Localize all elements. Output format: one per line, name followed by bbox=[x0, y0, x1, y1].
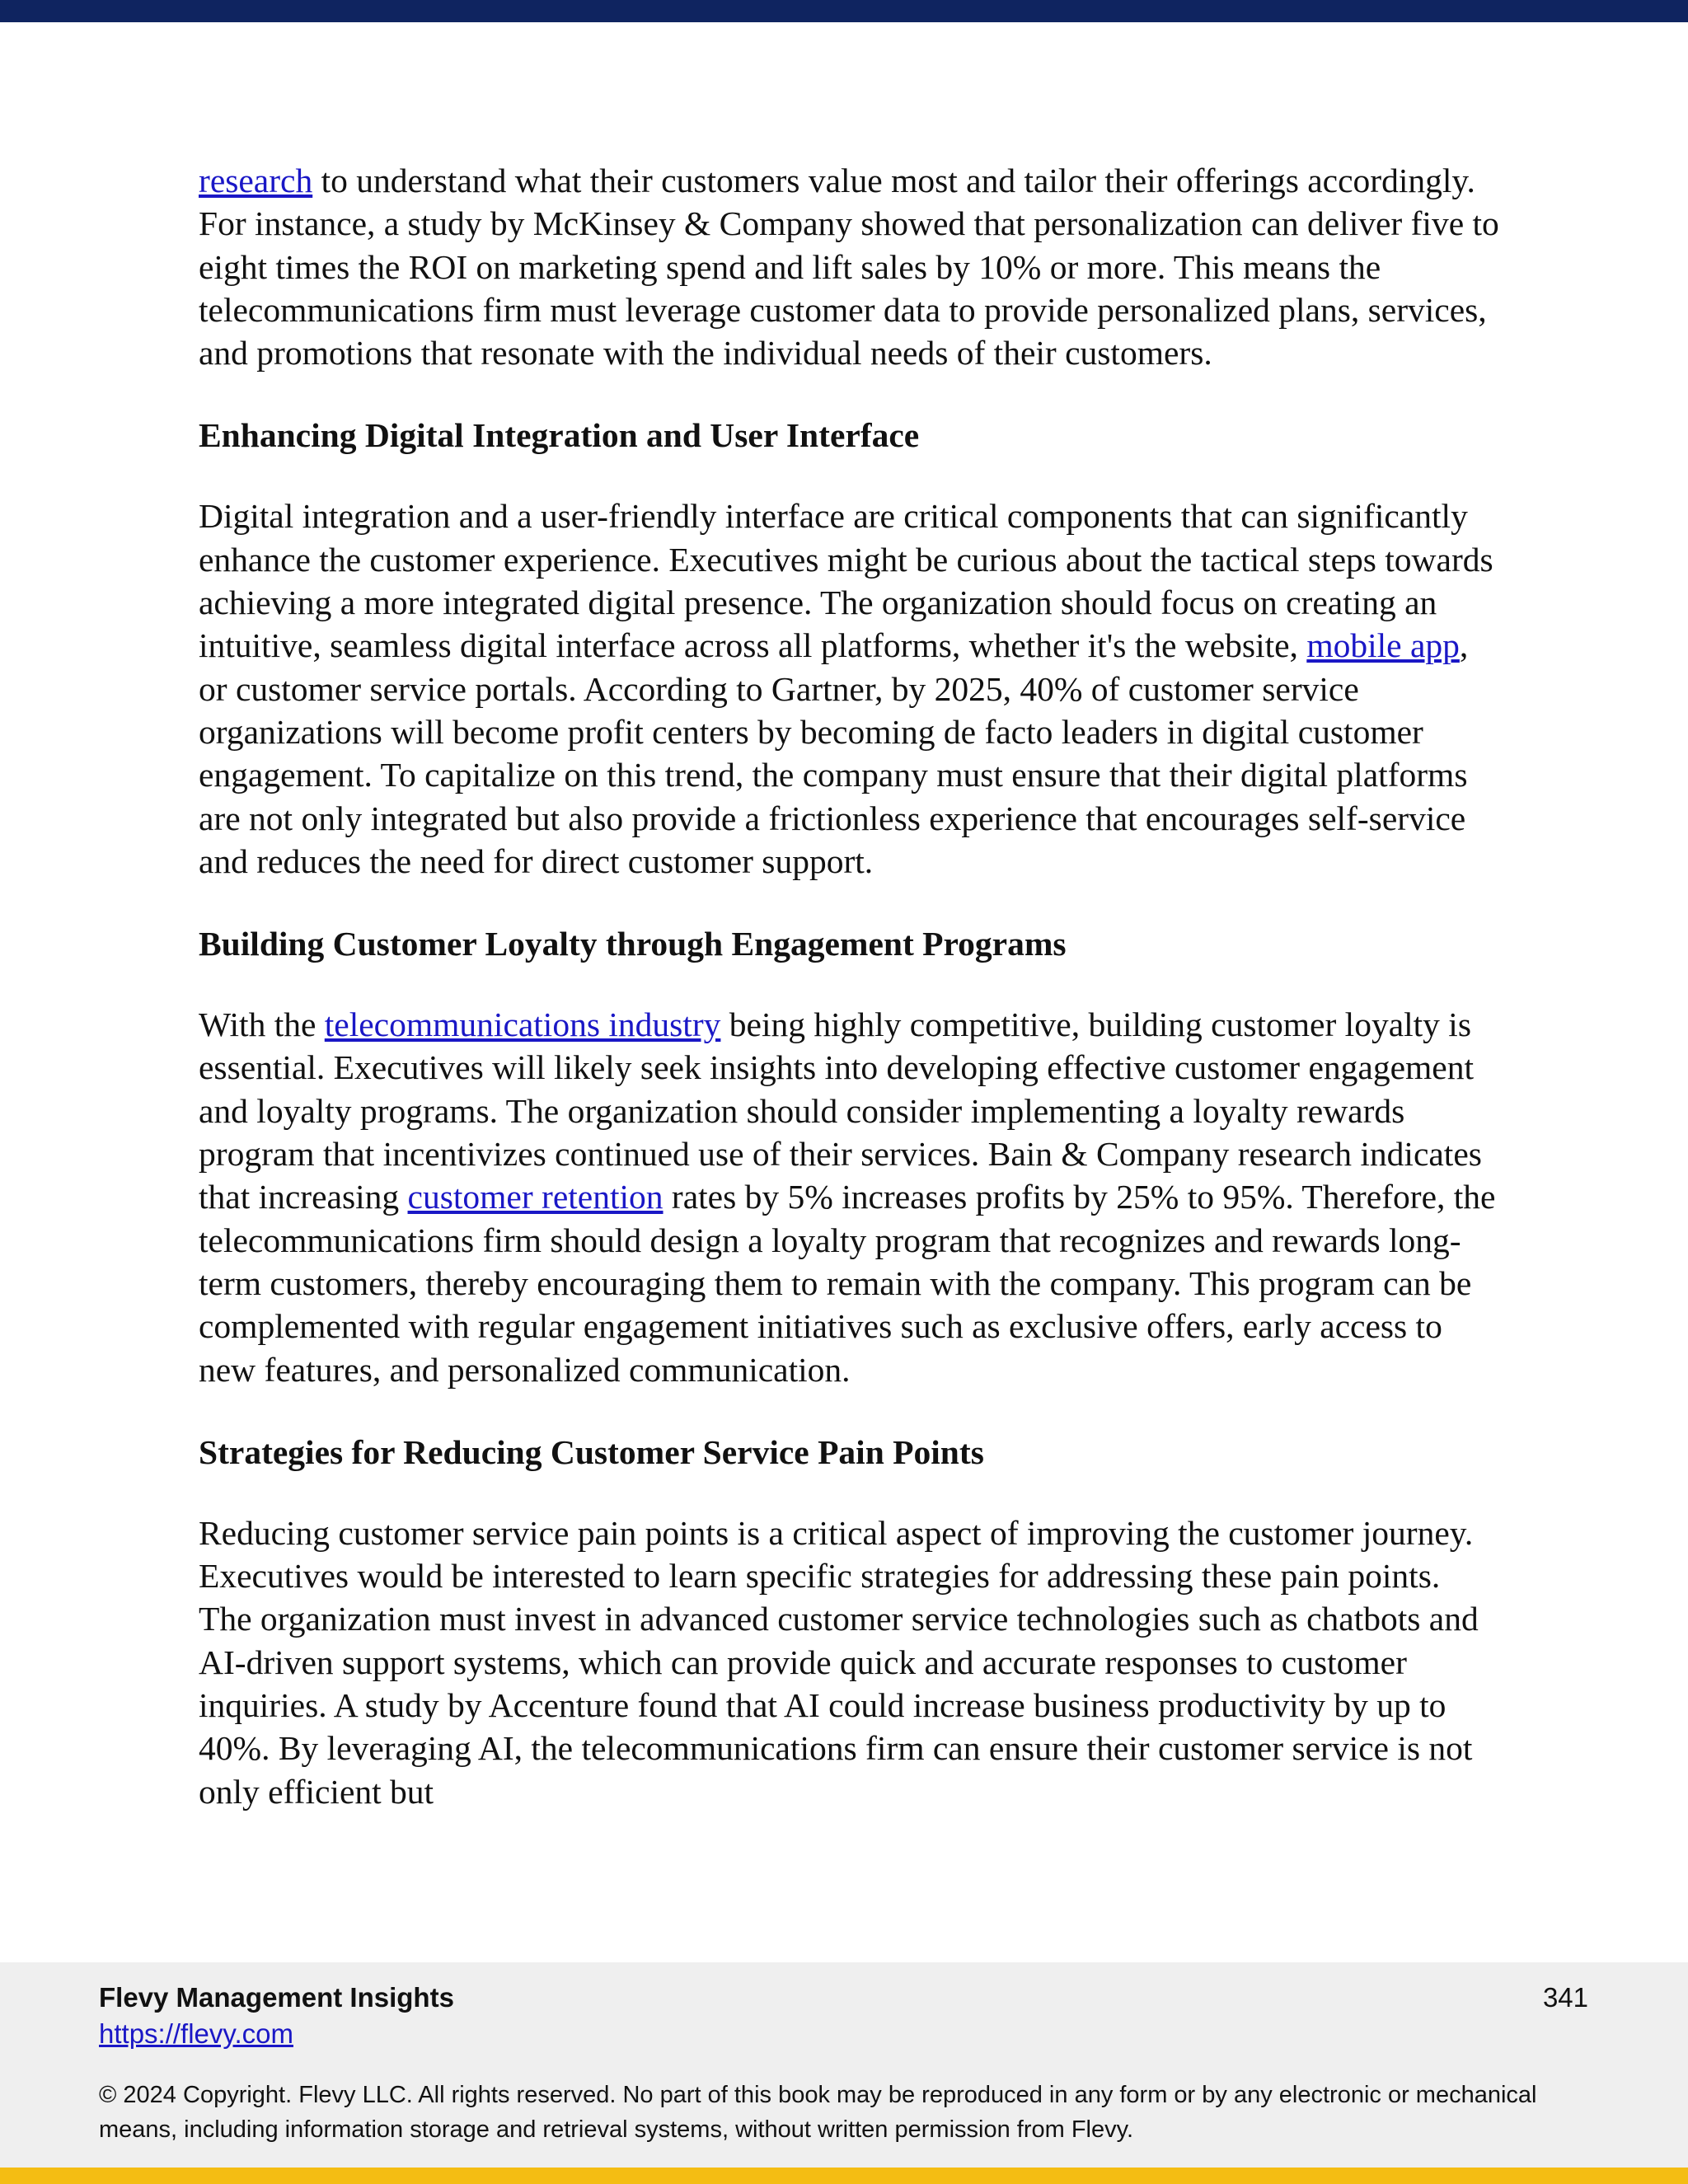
paragraph-text: , or customer service portals. According to Gartner, by 2025, 40% of customer service organizations will become profit centers by becoming de facto leaders in digital customer engagement. To capitalize on this trend, the company must ensure that their digital platforms are not only integrated but also provide a frictionless experience that encourages self-service and reduces the need for direct customer support. bbox=[199, 626, 1469, 880]
bottom-accent-bar bbox=[0, 2168, 1688, 2184]
paragraph-text: being highly competitive, building customer loyalty is essential. Executives will likely seek insights into developing effective customer engagement and loyalty programs. The organization should consider implementing a loyalty rewards program that incentivizes continued use of their services. Bain & Company research indicates that increasing bbox=[199, 1005, 1482, 1216]
footer-brand: Flevy Management Insights bbox=[99, 1982, 454, 2013]
paragraph-text: to understand what their customers value most and tailor their offerings accordingly. For instance, a study by McKinsey & Company showed that personalization can deliver five to eight times the ROI on marketing spend and lift sales by 10% or more. This means the telecommunications firm must leverage customer data to provide personalized plans, services, and promotions that resonate with the individual needs of their customers. bbox=[199, 162, 1499, 373]
page-number: 341 bbox=[1542, 1982, 1588, 2013]
heading-digital-integration: Enhancing Digital Integration and User Interface bbox=[199, 416, 920, 455]
paragraph-personalization bbox=[199, 159, 1501, 374]
paragraph-text: Digital integration and a user-friendly interface are critical components that can significantly enhance the customer experience. Executives might be curious about the tactical steps towards achieving a more integrated digital presence. The organization should focus on creating an intuitive, seamless digital interface across all platforms, whether it's the website, bbox=[199, 497, 1493, 665]
heading-pain-points: Strategies for Reducing Customer Service Pain Points bbox=[199, 1432, 984, 1471]
heading-customer-loyalty: Building Customer Loyalty through Engagement Programs bbox=[199, 925, 1067, 963]
link-research[interactable]: research bbox=[199, 162, 313, 199]
link-mobile-app[interactable]: mobile app bbox=[1306, 626, 1460, 665]
paragraph-digital-integration bbox=[199, 494, 1501, 883]
paragraph-text: rates by 5% increases profits by 25% to 95%. Therefore, the telecommunications firm should design a loyalty program that recognizes and rewards long-term customers, thereby encouraging them to remain with the company. This program can be complemented with regular engagement initiatives such as exclusive offers, early access to new features, and personalized communication. bbox=[199, 1178, 1496, 1389]
link-telecommunications-industry[interactable]: telecommunications industry bbox=[324, 1005, 721, 1044]
paragraph-customer-loyalty bbox=[199, 1003, 1501, 1391]
paragraph-text: With the bbox=[199, 1005, 325, 1044]
page-footer bbox=[0, 1962, 1688, 2168]
footer-url-link[interactable]: https://flevy.com bbox=[99, 2018, 293, 2049]
link-customer-retention[interactable]: customer retention bbox=[407, 1178, 663, 1216]
top-accent-bar bbox=[0, 0, 1688, 22]
paragraph-pain-points: Reducing customer service pain points is a critical aspect of improving the customer journey. Executives would be interested to learn specific strategies for addressing these pain points. The organization must invest in advanced customer service technologies such as chatbots and AI-driven support systems, which can provide quick and accurate responses to customer inquiries. A study by Accenture found that AI could increase business productivity by up to 40%. By leveraging AI, the telecommunications firm can ensure their customer service is not only efficient but bbox=[199, 1513, 1479, 1811]
document-body bbox=[199, 159, 1501, 1813]
copyright-notice: © 2024 Copyright. Flevy LLC. All rights reserved. No part of this book may be reproduced in any form or by any electronic or mechanical means, including information storage and retrieval systems, without written permission from Flevy. bbox=[99, 2082, 1537, 2143]
